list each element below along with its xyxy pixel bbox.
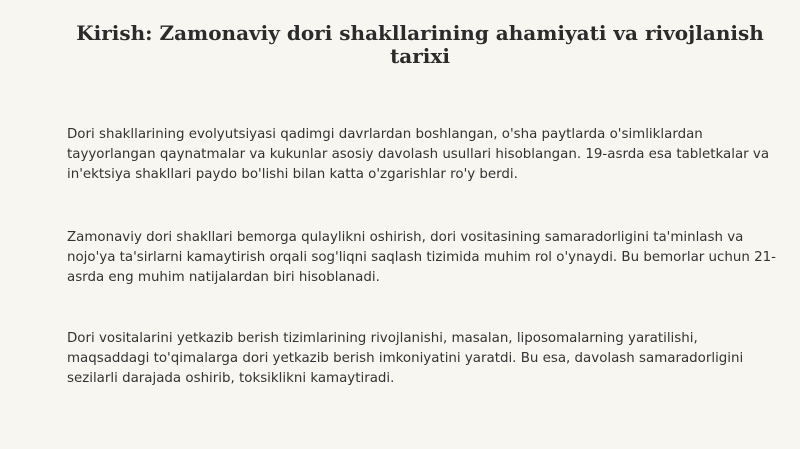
paragraph-modern-forms: Zamonaviy dori shakllari bemorga qulaylikni oshirish, dori vositasining samaradorligini ta'minlash va nojo'ya ta'sirlarni kamaytirish orqali sog'liqni saqlash tizimida muhim rol o'ynaydi. Bu bemorlar uchun 21-asrda eng muhim natijalardan biri hisoblanadi. [67,230,776,285]
paragraph-history: Dori shakllarining evolyutsiyasi qadimgi davrlardan boshlangan, o'sha paytlarda o'simliklardan tayyorlangan qaynatmalar va kukunlar asosiy davolash usullari hisoblangan. 19-asrda esa tabletkalar va in'ektsiya shakllari paydo bo'lishi bilan katta o'zgarishlar ro'y berdi. [67,127,770,182]
paragraph-delivery-systems: Dori vositalarini yetkazib berish tizimlarining rivojlanishi, masalan, liposomalarning yaratilishi, maqsaddagi to'qimalarga dori yetkazib berish imkoniyatini yaratdi. Bu esa, davolash samaradorligini sezilarli darajada oshirib, toksiklikni kamaytiradi. [67,331,744,386]
slide-title: Kirish: Zamonaviy dori shakllarining ahamiyati va rivojlanish tarixi [76,21,764,68]
